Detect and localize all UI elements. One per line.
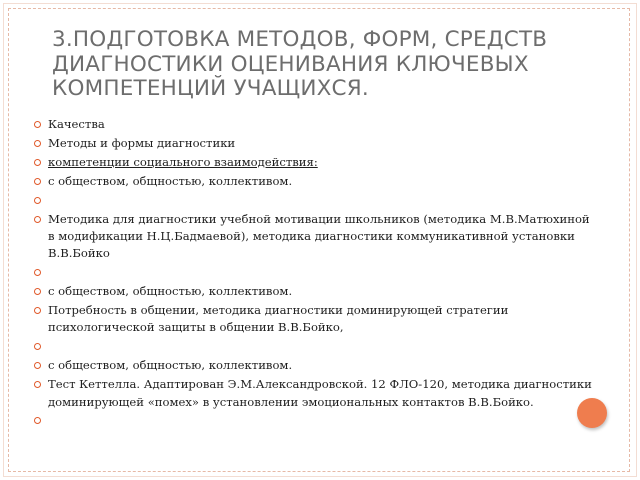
list-item-text: с обществом, общностью, коллективом. bbox=[48, 358, 293, 373]
circle-bullet-icon bbox=[34, 159, 41, 166]
list-item-text: Тест Кеттелла. Адаптирован Э.М.Александровской. 12 ФЛО-120, методика диагностики доминирующей «помех» в установлении эмоциональных контактов В.В.Бойко. bbox=[48, 377, 592, 409]
list-item-text: Методы и формы диагностики bbox=[48, 135, 236, 150]
circle-bullet-icon bbox=[34, 417, 41, 424]
list-item-text: Методика для диагностики учебной мотивации школьников (методика М.В.Матюхиной в модификации Н.Ц.Бадмаевой), методика диагностики коммуникативной установки В.В.Бойко bbox=[48, 211, 590, 261]
list-item-text: Качества bbox=[48, 117, 105, 131]
circle-bullet-icon bbox=[34, 269, 41, 276]
circle-bullet-icon bbox=[34, 307, 41, 314]
list-item-text: с обществом, общностью, коллективом. bbox=[48, 284, 293, 299]
list-item bbox=[34, 116, 594, 133]
circle-bullet-icon bbox=[34, 197, 41, 204]
list-item bbox=[34, 412, 594, 429]
slide-content bbox=[34, 116, 594, 431]
list-item bbox=[34, 338, 594, 355]
list-item bbox=[34, 192, 594, 209]
list-item bbox=[34, 211, 594, 263]
circle-bullet-icon bbox=[34, 362, 41, 369]
list-item bbox=[34, 302, 594, 337]
list-item bbox=[34, 135, 594, 152]
circle-bullet-icon bbox=[34, 178, 41, 185]
list-item bbox=[34, 154, 594, 171]
circle-bullet-icon bbox=[34, 216, 41, 223]
list-item bbox=[34, 376, 594, 411]
orange-circle-decoration bbox=[577, 398, 607, 428]
list-item-text: компетенции социального взаимодействия: bbox=[48, 154, 318, 169]
list-item bbox=[34, 357, 594, 374]
list-item-text: с обществом, общностью, коллективом. bbox=[48, 173, 293, 188]
circle-bullet-icon bbox=[34, 343, 41, 350]
slide-title: 3.ПОДГОТОВКА МЕТОДОВ, ФОРМ, СРЕДСТВ ДИАГНОСТИКИ ОЦЕНИВАНИЯ КЛЮЧЕВЫХ КОМПЕТЕНЦИЙ УЧАЩИХСЯ. bbox=[52, 27, 548, 101]
circle-bullet-icon bbox=[34, 121, 41, 128]
list-item bbox=[34, 283, 594, 300]
list-item-text: Потребность в общении, методика диагностики доминирующей стратегии психологической защиты в общении В.В.Бойко, bbox=[48, 303, 509, 335]
circle-bullet-icon bbox=[34, 288, 41, 295]
list-item bbox=[34, 264, 594, 281]
list-item bbox=[34, 173, 594, 190]
circle-bullet-icon bbox=[34, 381, 41, 388]
circle-bullet-icon bbox=[34, 140, 41, 147]
